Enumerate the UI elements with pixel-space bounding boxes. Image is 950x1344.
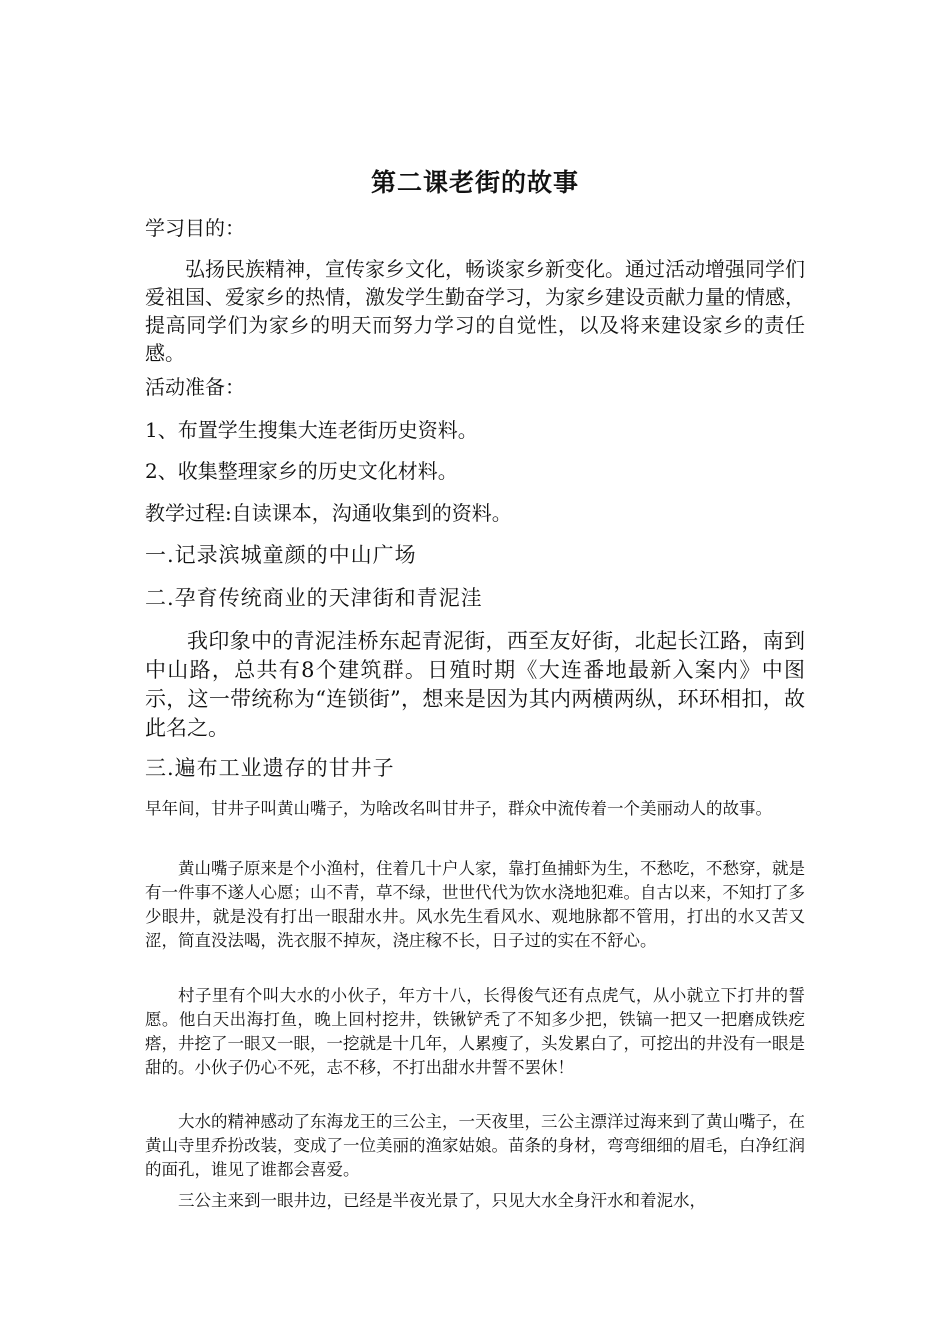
story-paragraph: 早年间，甘井子叫黄山嘴子，为啥改名叫甘井子，群众中流传着一个美丽动人的故事。	[145, 799, 772, 818]
page-title: 第二课老街的故事	[370, 168, 579, 197]
objective-paragraph: 弘扬民族精神，宣传家乡文化，畅谈家乡新变化。通过活动增强同学们爱祖国、爱家乡的热情，激发学生勤奋学习，为家乡建设贡献力量的情感，提高同学们为家乡的明天而努力学习的自觉性，以及将来建设家乡的责任感。	[145, 257, 805, 365]
preparation-item: 2、收集整理家乡的历史文化材料。	[145, 459, 458, 483]
section-heading-1: 一.记录滨城童颜的中山广场	[145, 543, 417, 567]
story-paragraph: 大水的精神感动了东海龙王的三公主，一天夜里，三公主漂洋过海来到了黄山嘴子，在黄山寺里乔扮改装，变成了一位美丽的渔家姑娘。苗条的身材，弯弯细细的眉毛，白净红润的面孔，谁见了谁都会喜爱。	[145, 1112, 805, 1179]
section-heading-3: 三.遍布工业遗存的甘井子	[145, 756, 395, 780]
story-paragraph: 三公主来到一眼井边，已经是半夜光景了，只见大水全身汗水和着泥水，	[178, 1191, 706, 1210]
preparation-item: 1、布置学生搜集大连老街历史资料。	[145, 418, 478, 442]
preparation-heading: 活动准备：	[145, 375, 245, 399]
section-2-paragraph: 我印象中的青泥洼桥东起青泥街，西至友好街，北起长江路，南到中山路，总共有8个建筑群。日殖时期《大连番地最新入案内》中图示，这一带统称为“连锁街”，想来是因为其内两横两纵，环环相扣，故此名之。	[145, 629, 805, 740]
objective-heading: 学习目的：	[145, 216, 245, 240]
story-paragraph: 村子里有个叫大水的小伙子，年方十八，长得俊气还有点虎气，从小就立下打井的誓愿。他白天出海打鱼，晚上回村挖井，铁锹铲秃了不知多少把，铁镐一把又一把磨成铁疙瘩，井挖了一眼又一眼，一挖就是十几年，人累瘦了，头发累白了，可挖出的井没有一眼是甜的。小伙子仍心不死，志不移，不打出甜水井誓不罢休！	[145, 986, 805, 1077]
story-paragraph: 黄山嘴子原来是个小渔村，住着几十户人家，靠打鱼捕虾为生，不愁吃，不愁穿，就是有一件事不遂人心愿；山不青，草不绿，世世代代为饮水浇地犯难。自古以来，不知打了多少眼井，就是没有打出一眼甜水井。风水先生看风水、观地脉都不管用，打出的水又苦又涩，简直没法喝，洗衣服不掉灰，浇庄稼不长，日子过的实在不舒心。	[145, 859, 805, 950]
teaching-process-line: 教学过程:自读课本，沟通收集到的资料。	[145, 501, 512, 525]
section-heading-2: 二.孕育传统商业的天津街和青泥洼	[145, 586, 483, 610]
